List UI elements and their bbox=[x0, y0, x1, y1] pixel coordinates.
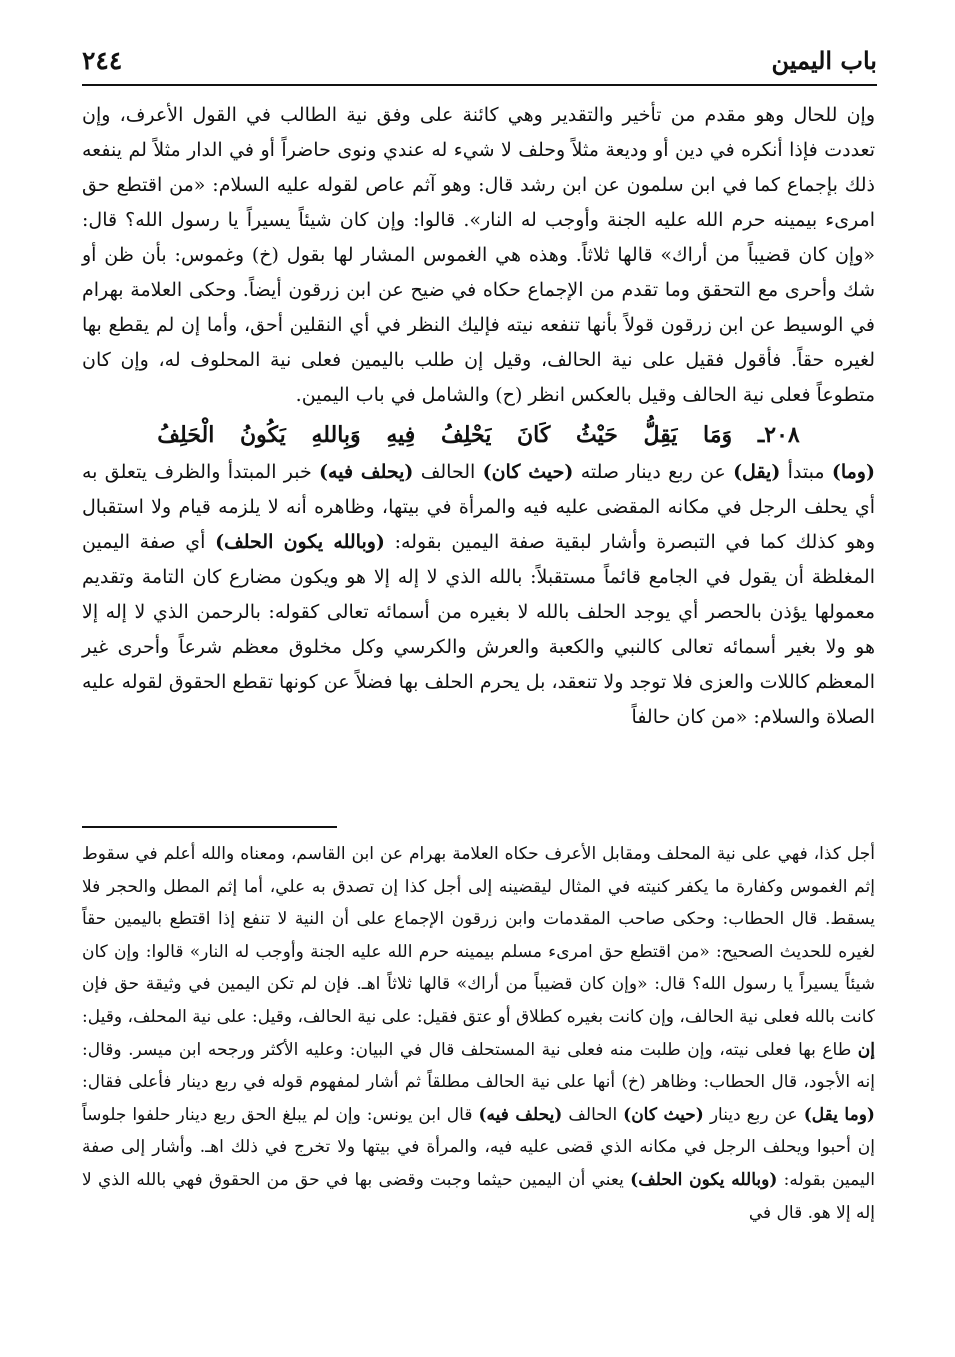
verse-commentary bbox=[82, 455, 875, 735]
commentary-paragraph: وإن للحال وهو مقدم من تأخير والتقدير وهي كائنة على وفق نية الطالب في القول الأعرف، وإن تعددت فإذا أنكره في دين أو وديعة مثلاً وحلف لا شيء له عندي ونوى حاضراً أو في الدار مثلاً لم ينفعه ذلك بإجماع كما في ابن سلمون عن ابن رشد قال: وهو آثم عاص لقوله عليه السلام: «من اقتطع حق امرىء بيمينه حرم الله عليه الجنة وأوجب له النار». قالوا: وإن كان شيئاً يسيراً يا رسول الله؟ قال: «وإن كان قضيباً من أراك» قالها ثلاثاً. وهذه هي الغموس المشار لها بقول (خ) وغموس: بأن ظن أو شك وأحرى مع التحقق وما تقدم من الإجماع حكاه في ضيح عن ابن زرقون أيضاً. وحكى العلامة بهرام في الوسيط عن ابن زرقون قولاً بأنها تنفعه نيته فإليك النظر في أي النقلين أحق، وأما إن لم يقطع بها لغيره حقاً. فأقول فقيل على نية الحالف، وقيل إن طلب باليمين فعلى نية المحلوف له، وإن كان متطوعاً فعلى نية الحالف وقيل بالعكس انظر (ح) والشامل في باب اليمين. bbox=[82, 104, 875, 406]
footnote-text: أجل كذا، فهي على نية المحلف ومقابل الأعرف حكاه العلامة بهرام عن ابن القاسم، ومعناه والله أعلم في سقوط إثم الغموس وكفارة ما يكفر كنيته في المثال ليقضينه إلى أجل كذا إن تصدق به علي، أما إثم المطل والحجر فلا يسقط. قال الحطاب: وحكى صاحب المقدمات وابن زرقون الإجماع على أن النية لا تنفع إذا اقتطع باليمين حقاً لغيره للحديث الصحيح: «من اقتطع حق امرىء مسلم بيمينه حرم الله عليه الجنة وأوجب له النار» قالوا: وإن كان شيئاً يسيراً يا رسول الله؟ قال: «وإن كان قضيباً من أراك» قالها ثلاثاً اهـ. فإن لم تكن اليمين في وثيقة حق فإن كانت بالله فعلى نية الحالف، وإن كانت بغيره كطلاق أو عتق فقيل: على نية الحالف، وقيل: على نية المحلف، وقيل: bbox=[81, 844, 875, 1027]
commentary-text: مبتدأ bbox=[780, 461, 832, 483]
footnote-text: طاع بها فعلى نيته، وإن طلبت منه فعلى نية المستحلف قال في البيان: وعليه الأكثر ورجحه ابن ميسر. وقال: إنه الأجود، قال الحطاب: وظاهر (خ) أنها على نية الحالف مطلقاً ثم أشار لمفهوم قوله في ربع دينار فأعلى فقال: bbox=[82, 1039, 875, 1093]
page-header bbox=[82, 44, 877, 86]
footnote-lemma: (وبالله يكون الحلف) bbox=[630, 1169, 778, 1190]
commentary-text: أي صفة اليمين المغلظة أن يقول في الجامع قائماً مستقبلاً: بالله الذي لا إله إلا هو ويكون مضارع كان التامة وتقديم معمولها يؤذن بالحصر أي يوجد الحلف بالله لا بغيره من أسمائه تعالى كقوله: بالرحمن الذي لا إله إلا هو ولا بغير أسمائه تعالى كالنبي والكعبة والعرش والكرسي وكل مخلوق معظم شرعاً وأحرى غير المعظم كاللات والعزى فلا توجد ولا تنعقد، بل يحرم الحلف بها فضلاً عن كونها تقطع الحقوق لقوله عليه الصلاة والسلام: «من كان حالفاً bbox=[82, 531, 875, 728]
running-title: باب اليمين bbox=[771, 46, 877, 75]
commentary-text: خبر المبتدأ والظرف يتعلق به أي يحلف الرجل في مكانه المقضى عليه فيه والمرأة في بيتها، وظاهره أنه لا يلزمه قيام ولا استقبال وهو كذلك كما في التبصرة وأشار لبقية صفة اليمين بقوله: bbox=[82, 461, 875, 553]
footnote-lemma: (وما يقل) bbox=[803, 1104, 875, 1125]
footnote-text: عن ربع دينار bbox=[703, 1104, 804, 1125]
footnote bbox=[82, 838, 875, 1229]
commentary-text: عن ربع دينار صلته bbox=[573, 461, 734, 483]
footnote-lemma: (يحلف فيه) bbox=[478, 1104, 563, 1125]
lemma: (حيث كان) bbox=[482, 461, 574, 483]
lemma: (يحلف فيه) bbox=[319, 461, 414, 483]
footnote-paragraph bbox=[82, 838, 875, 1229]
lemma: (وبالله يكون الحلف) bbox=[215, 531, 385, 553]
footnote-divider bbox=[82, 826, 337, 828]
commentary-text: الحالف bbox=[413, 461, 483, 483]
verse-line: ٢٠٨ـ وَمَا يَقِلُّ حَيْثُ كَانَ يَحْلِفُ فِيهِ وَبِاللهِ يَكُونُ الْحَلِفُ bbox=[157, 422, 800, 448]
footnote-text: قال ابن يونس: وإن لم يبلغ الحق ربع دينار حلفوا جلوساً إن أحبوا ويحلف الرجل في مكانه الذي قضى عليه فيه، والمرأة في بيتها ولا تخرج في ذلك اهـ. وأشار إلى صفة اليمين بقوله: bbox=[82, 1104, 876, 1190]
footnote-lemma: (حيث كان) bbox=[623, 1104, 704, 1125]
footnote-text: الحالف bbox=[562, 1104, 624, 1125]
footnote-text: يعني أن اليمين حيثما وجبت وقضى بها في حق من الحقوق فهي بالله الذي لا إله إلا هو. قال في bbox=[82, 1169, 875, 1223]
page-number: ٢٤٤ bbox=[82, 46, 123, 75]
main-text bbox=[82, 98, 875, 735]
footnote-lemma: إن bbox=[857, 1039, 875, 1060]
lemma: (وما) bbox=[831, 461, 875, 483]
lemma: (يقل) bbox=[733, 461, 781, 483]
